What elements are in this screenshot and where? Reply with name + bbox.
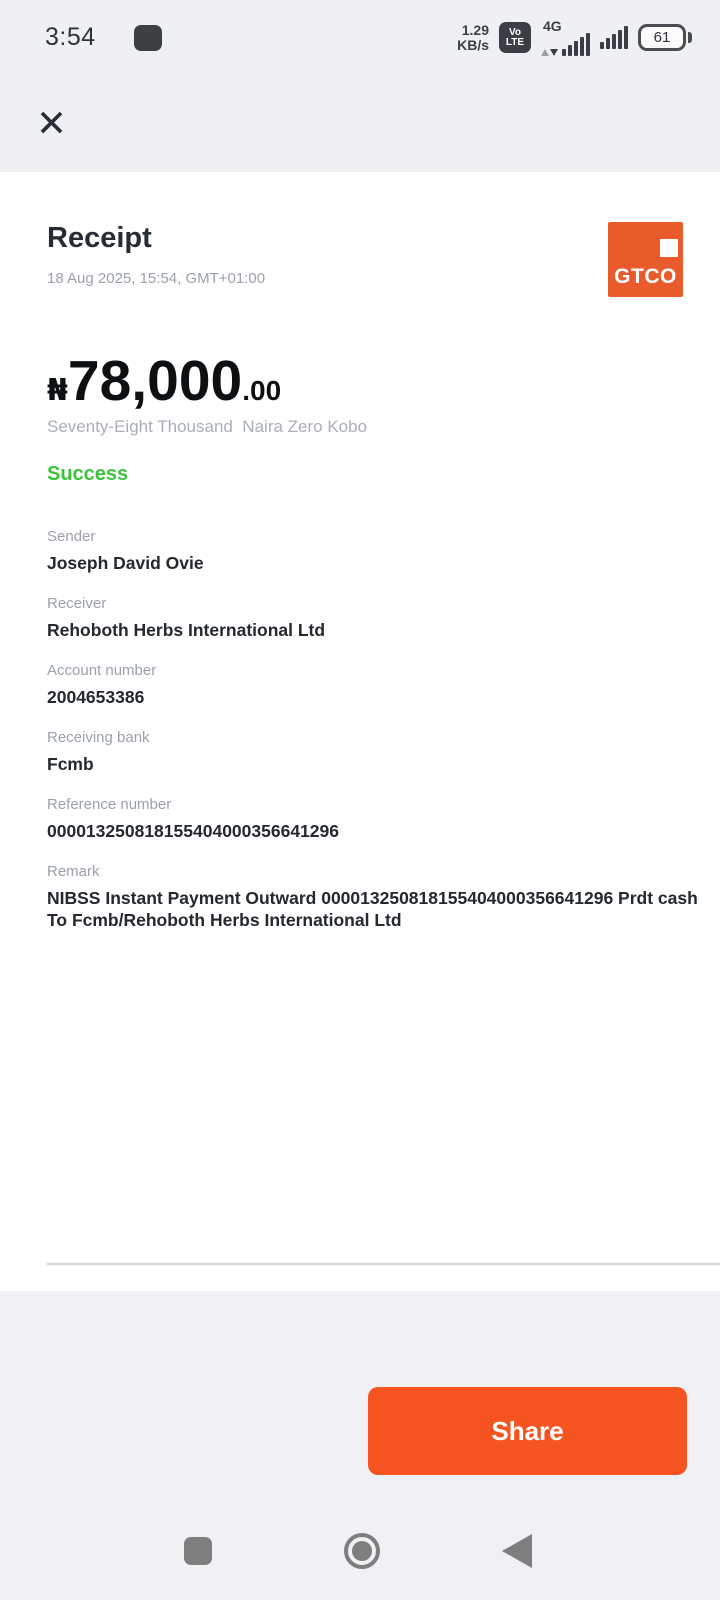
field-label: Account number <box>47 662 157 679</box>
field-label: Sender <box>47 528 96 545</box>
field-value: 000013250818155404000356641296 <box>47 821 339 841</box>
nav-recents-icon[interactable] <box>184 1537 212 1565</box>
gtco-logo-text: GTCO <box>614 265 677 288</box>
currency-symbol: ₦ <box>47 373 68 408</box>
receipt-header <box>47 222 698 297</box>
signal-bars-sim2-icon <box>600 26 628 49</box>
signal-strength-bars-icon <box>562 33 590 56</box>
field-value: Fcmb <box>47 754 94 774</box>
top-bar <box>0 75 720 172</box>
field-label: Remark <box>47 863 100 880</box>
field-label: Receiver <box>47 595 107 612</box>
receipt-content <box>0 172 720 1291</box>
amount-value: 78,000 <box>67 349 243 413</box>
gtco-logo <box>608 222 683 297</box>
divider <box>47 1263 720 1265</box>
nav-home-icon[interactable] <box>344 1533 380 1569</box>
field-label: Reference number <box>47 796 172 813</box>
field-row-sender <box>47 528 698 574</box>
status-time: 3:54 <box>45 23 96 51</box>
data-rate-indicator <box>457 23 489 53</box>
amount <box>47 351 698 411</box>
signal-bars-sim1-icon <box>541 19 590 56</box>
amount-decimal: .00 <box>242 375 282 406</box>
status-badge: Success <box>47 463 129 485</box>
volte-icon: Vo LTE <box>499 22 531 53</box>
field-value: Rehoboth Herbs International Ltd <box>47 620 326 640</box>
page-title: Receipt <box>47 222 152 254</box>
field-label: Receiving bank <box>47 729 150 746</box>
network-type-label: 4G <box>543 18 562 34</box>
battery-percent: 61 <box>638 24 686 51</box>
nav-back-icon[interactable] <box>502 1534 532 1568</box>
data-traffic-arrows-icon <box>541 49 558 56</box>
receipt-title-block <box>47 222 265 287</box>
field-value: NIBSS Instant Payment Outward 000013250818155404000356641296 Prdt cash To Fcmb/Rehoboth Herbs International Ltd <box>47 888 698 930</box>
close-icon[interactable]: ✕ <box>36 102 68 145</box>
data-rate-unit: KB/s <box>457 36 489 53</box>
field-row-reference-number <box>47 796 698 842</box>
amount-in-words: Seventy-Eight Thousand Naira Zero Kobo <box>47 417 368 436</box>
field-value: 2004653386 <box>47 687 145 707</box>
battery-icon <box>638 24 692 51</box>
receipt-datetime: 18 Aug 2025, 15:54, GMT+01:00 <box>47 270 266 287</box>
field-row-receiver <box>47 595 698 641</box>
field-row-receiving-bank <box>47 729 698 775</box>
field-value: Joseph David Ovie <box>47 553 204 573</box>
gtco-logo-square <box>660 239 678 257</box>
data-rate-value: 1.29 <box>461 21 489 38</box>
field-list <box>47 528 698 931</box>
field-row-remark <box>47 863 698 931</box>
share-button[interactable]: Share <box>368 1387 687 1475</box>
android-nav-bar <box>0 1529 720 1569</box>
status-square-icon <box>134 25 162 51</box>
field-row-account-number <box>47 662 698 708</box>
status-bar <box>0 0 720 75</box>
footer <box>0 1291 720 1600</box>
status-right-cluster <box>457 19 692 56</box>
